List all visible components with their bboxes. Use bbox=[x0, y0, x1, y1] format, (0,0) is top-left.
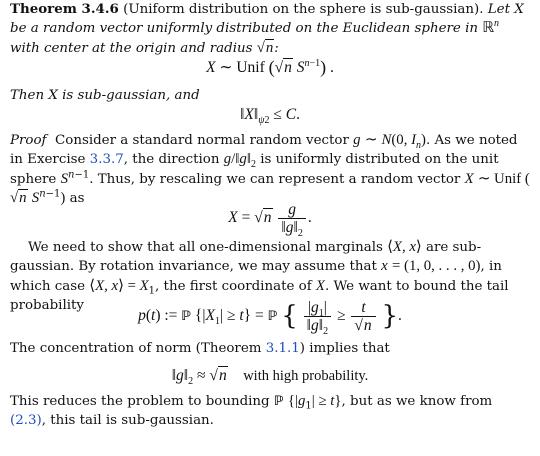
theorem-statement-b: with center at the origin and radius bbox=[10, 40, 253, 56]
marginals-paragraph: We need to show that all one-dimensional marginals ⟨X, x⟩ are sub-gaussian. By rotation invariance, we may assume that x = (1, 0, . . . , 0), in which case ⟨X, x⟩ = $X_1$, the first coordinate of X. We want to bound the tail probability bbox=[10, 239, 509, 314]
proof-label: Proof bbox=[10, 133, 47, 148]
equation-psi2-bound: $‖X‖_{\psi 2} \le C$. bbox=[240, 106, 300, 127]
proof-paragraph: Proof Consider a standard normal random vector g ∼ N(0, $I_n$). As we noted in Exercise 3.3.7, the direction $g/‖g‖_2$ is uniformly distributed on the unit sphere $S^{n-1}$. Thus, by rescaling we can represent a random vector X ∼ Unif (√n $S^{n-1}$) as bbox=[10, 132, 530, 207]
equation-norm-concentration: $‖g‖_2 \approx √n$ with high probability. bbox=[171, 367, 369, 388]
equation-tail-probability: p(t) := ℙ $\{|X_1| \ge t\}$ = ℙ { $\frac{|g_1|}{‖g‖_2}$ ≥ $\frac{t}{√n}$ }. bbox=[138, 299, 402, 338]
conclusion-paragraph: This reduces the problem to bounding ℙ $\{|g_1| \ge t\}$, but as we know from (2.3), this tail is sub-gaussian. bbox=[10, 393, 493, 429]
theorem-statement-a: Let X be a random vector uniformly distributed on the Euclidean sphere in bbox=[10, 2, 524, 37]
equation-uniform-sphere: X ∼ Unif (√n $S^{n-1}$) . bbox=[206, 57, 334, 77]
theorem-conclusion: Then X is sub-gaussian, and bbox=[10, 88, 200, 103]
concentration-paragraph: The concentration of norm (Theorem 3.1.1) implies that bbox=[10, 341, 390, 356]
exercise-ref-link[interactable]: 3.3.7 bbox=[89, 152, 124, 168]
theorem-title: (Uniform distribution on the sphere is sub-gaussian). bbox=[123, 2, 484, 17]
math-rn: ℝ$^n$ bbox=[482, 18, 499, 37]
theorem-ref-link[interactable]: 3.1.1 bbox=[265, 341, 300, 356]
theorem-statement: Theorem 3.4.6 (Uniform distribution on the sphere is sub-gaussian). Let X be a random vector uniformly distributed on the Euclidean sphere in ℝ$^n$ with center at the origin and radius √n: bbox=[10, 0, 530, 58]
theorem-label: Theorem 3.4.6 bbox=[10, 1, 119, 17]
equation-ref-link[interactable]: (2.3) bbox=[10, 413, 42, 429]
math-sqrt-n: √n bbox=[256, 39, 274, 56]
equation-rescaling: X = √n $\frac{g}{‖g‖_2}$ . bbox=[228, 201, 312, 240]
